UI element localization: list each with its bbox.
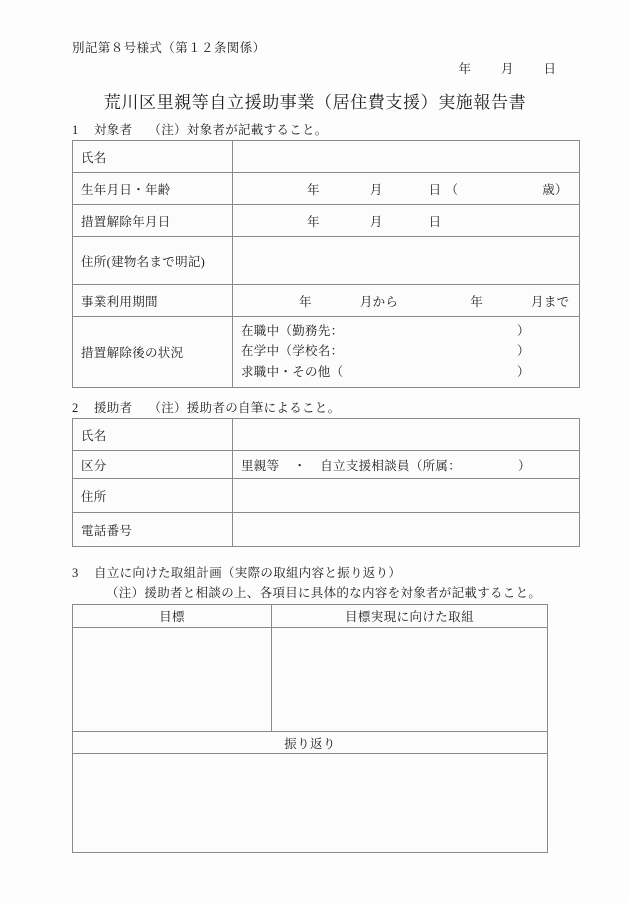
goal-field[interactable]: [73, 628, 272, 732]
supporter-name-label: 氏名: [73, 419, 233, 451]
post-discharge-status-label: 措置解除後の状況: [73, 317, 233, 388]
discharge-month-label: 月: [369, 214, 383, 229]
table-row: [73, 317, 580, 388]
address-field[interactable]: [233, 237, 580, 285]
supporter-address-label: 住所: [73, 479, 233, 513]
status-option-jobseeking-other[interactable]: [241, 362, 571, 382]
discharge-year-label: 年: [307, 214, 320, 229]
table-row: [73, 419, 580, 451]
supporter-category-label: 区分: [73, 451, 233, 479]
discharge-day-label: 日: [428, 214, 442, 229]
supporter-phone-field[interactable]: [233, 513, 580, 547]
table-row: [73, 237, 580, 285]
status-student-close: ）: [517, 344, 530, 359]
period-to-month-label: 月まで: [531, 294, 570, 309]
birth-year-label: 年: [307, 182, 320, 197]
section3-heading: [72, 563, 401, 581]
table-row: [73, 141, 580, 173]
table-header-row: [73, 605, 548, 628]
section2-heading: [72, 398, 340, 416]
status-option-student[interactable]: [241, 341, 571, 361]
supporter-address-field[interactable]: [233, 479, 580, 513]
period-from-month-label: 月から: [359, 294, 399, 309]
date-year-label: 年: [458, 62, 471, 76]
table-row: [73, 285, 580, 317]
table-row: [73, 451, 580, 479]
section1-table: [72, 140, 580, 388]
category-option-support-counselor[interactable]: 自立支援相談員（所属：: [320, 458, 462, 473]
period-to-year-label: 年: [470, 294, 484, 309]
section3-number: 3: [72, 566, 79, 580]
period-from-year-label: 年: [299, 294, 312, 309]
category-option-foster-parent[interactable]: 里親等: [241, 458, 280, 473]
document-date-line: [458, 59, 556, 77]
usage-period-field[interactable]: [233, 285, 580, 317]
table-row: [73, 513, 580, 547]
birth-month-label: 月: [369, 182, 383, 197]
birth-day-label: 日: [428, 182, 442, 197]
table-row: [73, 479, 580, 513]
supporter-category-field[interactable]: [233, 451, 580, 479]
birthdate-age-field[interactable]: [233, 173, 580, 205]
post-discharge-status-field[interactable]: [233, 317, 580, 388]
action-column-header: 目標実現に向けた取組: [272, 605, 548, 628]
usage-period-label: 事業利用期間: [73, 285, 233, 317]
section2-note: （注）援助者の自筆によること。: [148, 401, 341, 415]
review-header: 振り返り: [73, 732, 548, 754]
supporter-name-field[interactable]: [233, 419, 580, 451]
form-code: 別記第８号様式（第１２条関係）: [72, 41, 266, 55]
status-employed-label: 在職中（勤務先：: [241, 324, 344, 338]
birthdate-age-label: 生年月日・年齢: [73, 173, 233, 205]
table-row: [73, 173, 580, 205]
action-field[interactable]: [272, 628, 548, 732]
address-label: 住所(建物名まで明記): [73, 237, 233, 285]
discharge-date-field[interactable]: [233, 205, 580, 237]
section3-table: [72, 604, 548, 853]
section2-table: [72, 418, 580, 547]
goal-column-header: 目標: [73, 605, 272, 628]
date-month-label: 月: [500, 62, 514, 76]
section2-title: 援助者: [94, 401, 133, 415]
section2-number: 2: [72, 401, 79, 415]
category-paren-close: ）: [518, 458, 531, 473]
name-field[interactable]: [233, 141, 580, 173]
discharge-date-label: 措置解除年月日: [73, 205, 233, 237]
status-jobseeking-label: 求職中・その他（: [241, 364, 344, 379]
section3-title: 自立に向けた取組計画（実際の取組内容と振り返り）: [94, 566, 402, 580]
section1-note: （注）対象者が記載すること。: [148, 123, 328, 137]
table-row: [73, 754, 548, 853]
table-row: [73, 732, 548, 754]
section3-note: （注）援助者と相談の上、各項目に具体的な内容を対象者が記載すること。: [106, 586, 542, 600]
status-employed-close: ）: [517, 324, 530, 338]
name-label: 氏名: [73, 141, 233, 173]
supporter-phone-label: 電話番号: [73, 513, 233, 547]
date-day-label: 日: [543, 62, 556, 76]
status-option-employed[interactable]: [241, 321, 571, 341]
page-title: 荒川区里親等自立援助事業（居住費支援）実施報告書: [103, 93, 527, 112]
table-row: [73, 628, 548, 732]
status-jobseeking-close: ）: [517, 364, 530, 379]
section1-heading: [72, 120, 328, 138]
section1-number: 1: [72, 123, 79, 137]
status-student-label: 在学中（学校名：: [241, 344, 344, 359]
birth-age-label: 歳）: [542, 182, 568, 197]
birth-paren-open: （: [445, 182, 459, 197]
section1-title: 対象者: [94, 123, 133, 137]
category-separator-dot: ・: [293, 458, 307, 473]
table-row: [73, 205, 580, 237]
review-field[interactable]: [73, 754, 548, 853]
